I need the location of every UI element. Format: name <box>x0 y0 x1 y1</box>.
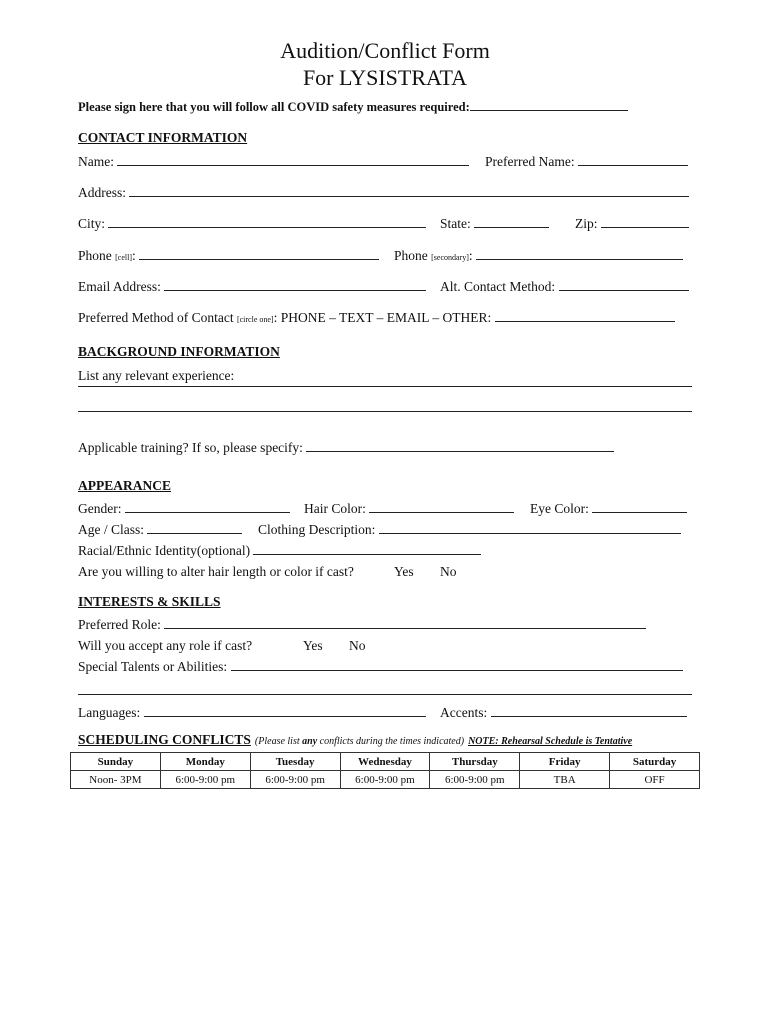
day-friday: Friday <box>520 753 610 771</box>
day-wednesday: Wednesday <box>340 753 430 771</box>
name-row: Name: <box>78 154 469 170</box>
state-field[interactable] <box>474 216 549 228</box>
contact-heading: CONTACT INFORMATION <box>78 130 248 145</box>
day-monday: Monday <box>160 753 250 771</box>
covid-statement: Please sign here that you will follow all COVID safety measures required: <box>78 99 628 115</box>
talents-field[interactable] <box>231 659 683 671</box>
day-sunday: Sunday <box>71 753 161 771</box>
languages-field[interactable] <box>144 705 426 717</box>
time-thursday[interactable]: 6:00-9:00 pm <box>430 771 520 789</box>
email-row: Email Address: <box>78 279 426 295</box>
languages-row: Languages: <box>78 705 426 721</box>
experience-line-1[interactable] <box>78 386 692 387</box>
phone-secondary-row: Phone [secondary]: <box>394 248 683 264</box>
scheduling-header: SCHEDULING CONFLICTS (Please list any conflicts during the times indicated) NOTE: Rehearsal Schedule is Tentative <box>78 732 633 747</box>
alter-hair-question: Are you willing to alter hair length or color if cast? <box>78 564 354 579</box>
time-tuesday[interactable]: 6:00-9:00 pm <box>250 771 340 789</box>
preferred-method-row: Preferred Method of Contact [circle one]: PHONE – TEXT – EMAIL – OTHER: <box>78 310 675 326</box>
zip-row: Zip: <box>575 216 689 232</box>
hair-color-row: Hair Color: <box>304 501 514 517</box>
time-friday[interactable]: TBA <box>520 771 610 789</box>
time-wednesday[interactable]: 6:00-9:00 pm <box>340 771 430 789</box>
address-row: Address: <box>78 185 689 201</box>
gender-field[interactable] <box>125 501 290 513</box>
schedule-days-row <box>71 753 700 771</box>
day-saturday: Saturday <box>610 753 700 771</box>
hair-color-field[interactable] <box>369 501 514 513</box>
address-field[interactable] <box>129 185 689 197</box>
eye-color-field[interactable] <box>592 501 687 513</box>
time-sunday[interactable]: Noon- 3PM <box>71 771 161 789</box>
form-title: Audition/Conflict Form <box>280 38 490 63</box>
time-saturday[interactable]: OFF <box>610 771 700 789</box>
covid-signature-field[interactable] <box>470 99 628 111</box>
accept-role-question: Will you accept any role if cast? <box>78 638 253 653</box>
zip-field[interactable] <box>601 216 689 228</box>
appearance-heading: APPEARANCE <box>78 478 171 493</box>
schedule-note: NOTE: Rehearsal Schedule is Tentative <box>468 736 633 747</box>
alter-hair-no[interactable]: No <box>440 564 457 579</box>
talents-row: Special Talents or Abilities: <box>78 659 683 675</box>
training-row: Applicable training? If so, please specify: <box>78 440 614 456</box>
gender-row: Gender: <box>78 501 290 517</box>
other-method-field[interactable] <box>495 310 675 322</box>
accept-role-yes[interactable]: Yes <box>303 638 323 653</box>
experience-line-2[interactable] <box>78 411 692 412</box>
background-heading: BACKGROUND INFORMATION <box>78 344 280 359</box>
state-row: State: <box>440 216 549 232</box>
racial-row: Racial/Ethnic Identity(optional) <box>78 543 481 559</box>
alt-contact-field[interactable] <box>559 279 689 291</box>
alt-contact-row: Alt. Contact Method: <box>440 279 689 295</box>
preferred-role-row: Preferred Role: <box>78 617 646 633</box>
phone-secondary-field[interactable] <box>476 248 683 260</box>
schedule-times-row <box>71 771 700 789</box>
day-tuesday: Tuesday <box>250 753 340 771</box>
name-field[interactable] <box>117 154 469 166</box>
accents-field[interactable] <box>491 705 687 717</box>
clothing-row: Clothing Description: <box>258 522 681 538</box>
clothing-field[interactable] <box>379 522 681 534</box>
age-class-field[interactable] <box>147 522 242 534</box>
time-monday[interactable]: 6:00-9:00 pm <box>160 771 250 789</box>
talents-line-2[interactable] <box>78 694 692 695</box>
city-row: City: <box>78 216 426 232</box>
scheduling-heading: SCHEDULING CONFLICTS <box>78 732 251 747</box>
eye-color-row: Eye Color: <box>530 501 687 517</box>
age-class-row: Age / Class: <box>78 522 242 538</box>
alter-hair-yes[interactable]: Yes <box>394 564 414 579</box>
email-field[interactable] <box>164 279 426 291</box>
schedule-table <box>70 752 700 789</box>
experience-label: List any relevant experience: <box>78 368 235 383</box>
accept-role-no[interactable]: No <box>349 638 366 653</box>
training-field[interactable] <box>306 440 614 452</box>
phone-cell-row: Phone [cell]: <box>78 248 379 264</box>
racial-field[interactable] <box>253 543 481 555</box>
interests-heading: INTERESTS & SKILLS <box>78 594 221 609</box>
preferred-name-field[interactable] <box>578 154 688 166</box>
day-thursday: Thursday <box>430 753 520 771</box>
preferred-name-row: Preferred Name: <box>485 154 688 170</box>
preferred-role-field[interactable] <box>164 617 646 629</box>
accents-row: Accents: <box>440 705 687 721</box>
phone-cell-field[interactable] <box>139 248 379 260</box>
city-field[interactable] <box>108 216 426 228</box>
form-subtitle: For LYSISTRATA <box>302 65 468 90</box>
